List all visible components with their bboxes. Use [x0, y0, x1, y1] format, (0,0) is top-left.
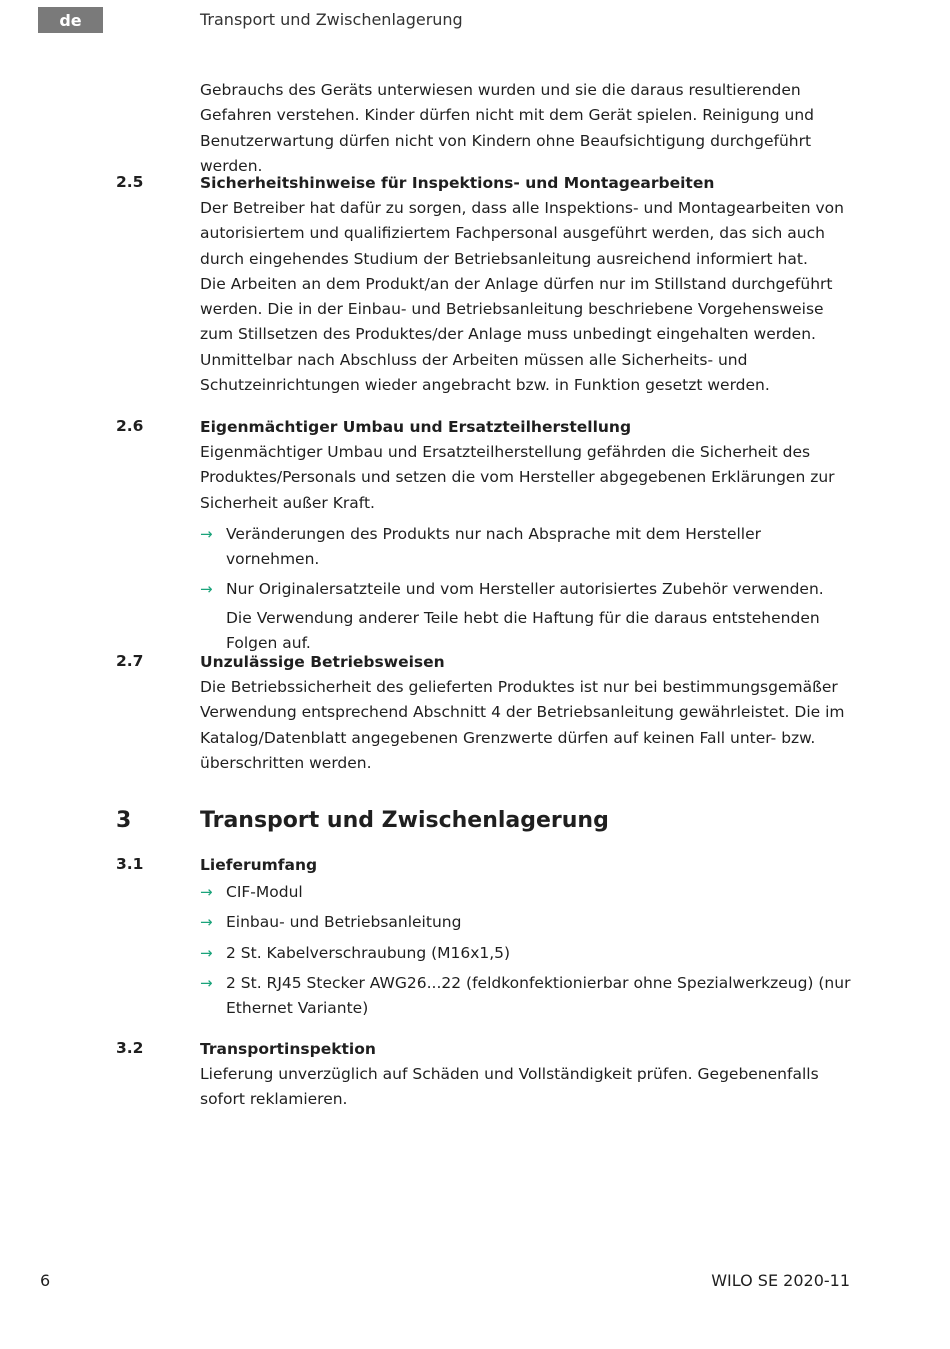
list-item-text: Einbau- und Betriebsanleitung: [226, 913, 462, 932]
arrow-right-icon: →: [200, 943, 213, 962]
section-2-5: [200, 171, 855, 398]
list-item-text: 2 St. RJ45 Stecker AWG26...22 (feldkonfektionierbar ohne Spezialwerkzeug) (nur Ethernet Variante): [226, 973, 851, 1018]
arrow-right-icon: →: [200, 973, 213, 992]
list-item: [200, 910, 855, 935]
delivery-scope-list: [200, 880, 855, 1021]
section-2-5-paragraph-1: Der Betreiber hat dafür zu sorgen, dass alle Inspektions- und Montagearbeiten von autorisiertem und qualifiziertem Fachpersonal ausgeführt werden, das sich auch durch eingehendes Studium der Betriebsanleitung ausreichend informiert hat.: [200, 199, 844, 268]
section-number-3-1: 3.1: [116, 855, 144, 873]
list-item-text: Nur Originalersatzteile und vom Hersteller autorisiertes Zubehör verwenden.: [226, 580, 824, 599]
arrow-right-icon: →: [200, 883, 213, 901]
list-item-text: CIF-Modul: [226, 883, 303, 901]
list-item: [200, 577, 855, 602]
section-3-1: [200, 853, 855, 1021]
page-number: 6: [40, 1271, 51, 1290]
section-title-3-2: Transportinspektion: [200, 1040, 376, 1058]
intro-paragraph: Gebrauchs des Geräts unterwiesen wurden und sie die daraus resultierenden Gefahren verstehen. Kinder dürfen nicht mit dem Gerät spielen. Reinigung und Benutzerwartung dürfen nicht von Kindern ohne Beaufsichtigung durchgeführt werden.: [200, 81, 814, 175]
arrow-right-icon: →: [200, 913, 213, 932]
section-title-2-5: Sicherheitshinweise für Inspektions- und Montagearbeiten: [200, 174, 715, 192]
intro-paragraph-block: [200, 78, 855, 179]
section-2-6-paragraph: Eigenmächtiger Umbau und Ersatzteilherstellung gefährden die Sicherheit des Produktes/Personals und setzen die vom Hersteller abgegebenen Erklärungen zur Sicherheit außer Kraft.: [200, 443, 835, 512]
language-tag: de: [38, 7, 103, 33]
list-item-text: 2 St. Kabelverschraubung (M16x1,5): [226, 943, 511, 962]
list-item: [200, 880, 855, 905]
list-item: [200, 522, 855, 573]
section-number-2-5: 2.5: [116, 173, 144, 191]
section-2-7-paragraph: Die Betriebssicherheit des gelieferten Produktes ist nur bei bestimmungsgemäßer Verwendung entsprechend Abschnitt 4 der Betriebsanleitung gewährleistet. Die im Katalog/Datenblatt angegebenen Grenzwerte dürfen auf keinen Fall unter- bzw. überschritten werden.: [200, 678, 845, 772]
section-number-3-2: 3.2: [116, 1039, 144, 1057]
section-title-3-1: Lieferumfang: [200, 856, 318, 874]
arrow-right-icon: →: [200, 580, 213, 599]
section-3-2-paragraph: Lieferung unverzüglich auf Schäden und Vollständigkeit prüfen. Gegebenenfalls sofort reklamieren.: [200, 1065, 819, 1109]
chapter-number-3: 3: [116, 808, 132, 833]
chapter-title-3: Transport und Zwischenlagerung: [200, 808, 609, 833]
arrow-right-icon: →: [200, 524, 213, 543]
footer-publisher: WILO SE 2020-11: [711, 1271, 850, 1290]
section-title-2-6: Eigenmächtiger Umbau und Ersatzteilherstellung: [200, 418, 632, 436]
list-item: [200, 941, 855, 966]
list-follow-text: Die Verwendung anderer Teile hebt die Haftung für die daraus entstehenden Folgen auf.: [226, 608, 820, 653]
list-item: [200, 971, 855, 1022]
section-number-2-7: 2.7: [116, 652, 144, 670]
section-2-5-paragraph-3: Unmittelbar nach Abschluss der Arbeiten müssen alle Sicherheits- und Schutzeinrichtungen wieder angebracht bzw. in Funktion gesetzt werden.: [200, 350, 770, 395]
section-2-6: [200, 415, 855, 656]
running-header: Transport und Zwischenlagerung: [200, 10, 463, 29]
list-item-text: Veränderungen des Produkts nur nach Absprache mit dem Hersteller vornehmen.: [226, 524, 761, 569]
section-title-2-7: Unzulässige Betriebsweisen: [200, 653, 445, 671]
section-number-2-6: 2.6: [116, 417, 144, 435]
section-2-7: [200, 650, 855, 776]
section-2-5-paragraph-2: Die Arbeiten an dem Produkt/an der Anlage dürfen nur im Stillstand durchgeführt werden. Die in der Einbau- und Betriebsanleitung beschriebene Vorgehensweise zum Stillsetzen des Produktes/der Anlage muss unbedingt eingehalten werden.: [200, 274, 833, 344]
section-3-2: [200, 1037, 855, 1113]
section-2-6-list: [200, 522, 855, 603]
